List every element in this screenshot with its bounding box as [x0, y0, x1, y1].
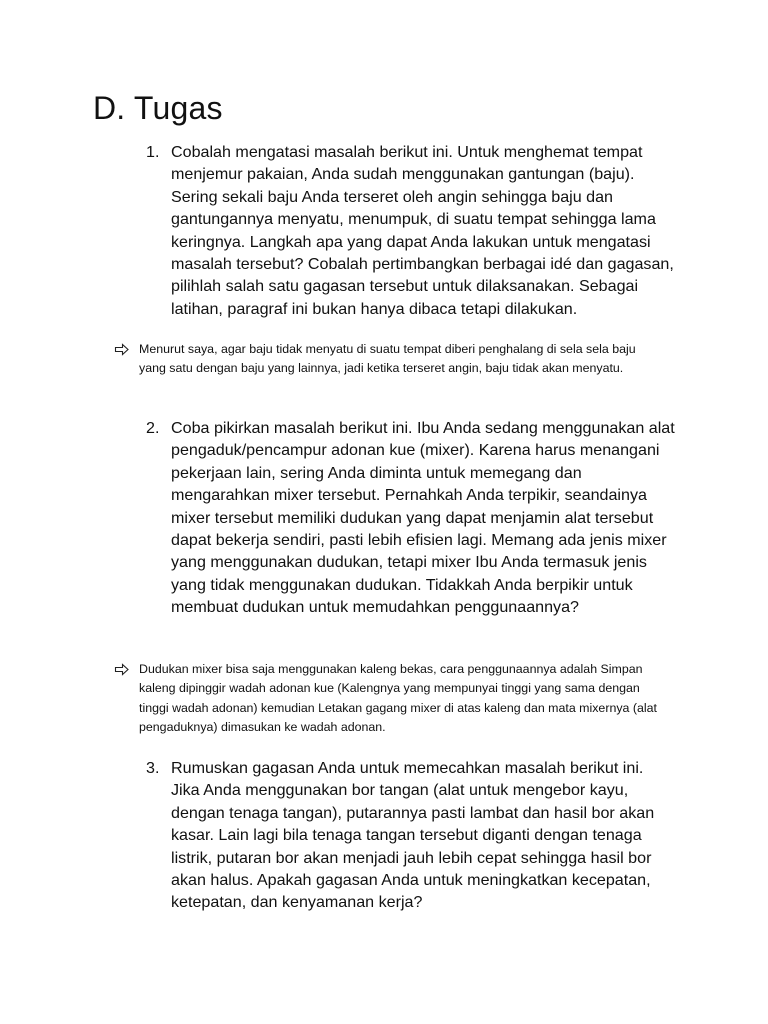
task-item-3 — [146, 757, 676, 914]
task-number: 1. — [146, 143, 160, 161]
task-item-1 — [146, 141, 676, 320]
answer-text: Dudukan mixer bisa saja menggunakan kaleng bekas, cara penggunaannya adalah Simpan kaleng dipinggir wadah adonan kue (Kalengnya yang mempunyai tinggi yang sama dengan tinggi wadah adonan) kemudian Letakan gagang mixer di atas kaleng dan mata mixernya (alat pengaduknya) dimasukan ke wadah adonan. — [139, 662, 657, 735]
task-text: Rumuskan gagasan Anda untuk memecahkan masalah berikut ini. Jika Anda menggunakan bor tangan (alat untuk mengebor kayu, dengan tenaga tangan), putarannya pasti lambat dan hasil bor akan kasar. Lain lagi bila tenaga tangan tersebut diganti dengan tenaga listrik, putaran bor akan menjadi jauh lebih cepat sehingga hasil bor akan halus. Apakah gagasan Anda untuk meningkatkan kecepatan, ketepatan, dan kenyamanan kerja? — [171, 759, 655, 912]
page-title: D. Tugas — [93, 90, 223, 126]
arrow-right-outline-icon — [114, 340, 130, 359]
task-number: 2. — [146, 419, 160, 437]
task-text: Cobalah mengatasi masalah berikut ini. Untuk menghemat tempat menjemur pakaian, Anda sudah menggunakan gantungan (baju). Sering sekali baju Anda terseret oleh angin sehingga baju dan gantungannya menyatu, menumpuk, di suatu tempat sehingga lama keringnya. Langkah apa yang dapat Anda lakukan untuk mengatasi masalah tersebut? Cobalah pertimbangkan berbagai idé dan gagasan, pilihlah salah satu gagasan tersebut untuk dilaksanakan. Sebagai latihan, paragraf ini bukan hanya dibaca tetapi dilakukan. — [171, 143, 674, 318]
answer-item-1 — [139, 340, 659, 379]
task-item-2 — [146, 417, 676, 619]
task-number: 3. — [146, 759, 160, 777]
answer-item-2 — [139, 660, 659, 738]
task-text: Coba pikirkan masalah berikut ini. Ibu Anda sedang menggunakan alat pengaduk/pencampur adonan kue (mixer). Karena harus menangani pekerjaan lain, sering Anda diminta untuk memegang dan mengarahkan mixer tersebut. Pernahkah Anda terpikir, seandainya mixer tersebut memiliki dudukan yang dapat menjamin alat tersebut dapat bekerja sendiri, pasti lebih efisien lagi. Memang ada jenis mixer yang menggunakan dudukan, tetapi mixer Ibu Anda termasuk jenis yang tidak menggunakan dudukan. Tidakkah Anda berpikir untuk membuat dudukan untuk memudahkan penggunaannya? — [171, 419, 675, 617]
arrow-right-outline-icon — [114, 660, 130, 679]
answer-text: Menurut saya, agar baju tidak menyatu di suatu tempat diberi penghalang di sela sela baju yang satu dengan baju yang lainnya, jadi ketika terseret angin, baju tidak akan menyatu. — [139, 342, 636, 376]
